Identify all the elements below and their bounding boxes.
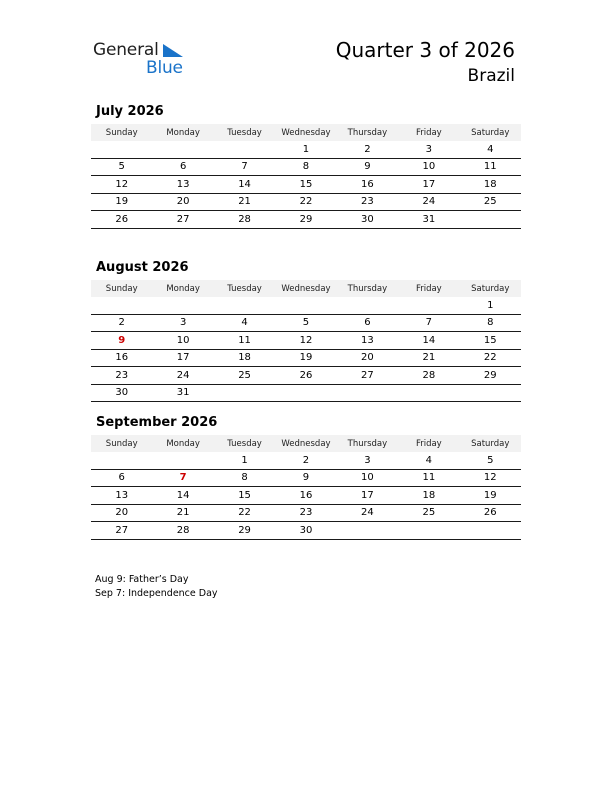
- day-cell: 16: [91, 349, 152, 367]
- weekday-header: Thursday: [337, 124, 398, 141]
- day-cell: 21: [152, 504, 213, 522]
- day-cell: 14: [152, 487, 213, 505]
- day-cell: 4: [214, 314, 275, 332]
- day-cell: 15: [214, 487, 275, 505]
- week-row: [91, 349, 521, 367]
- day-cell: 31: [152, 384, 213, 402]
- day-cell: 14: [214, 176, 275, 194]
- day-cell: 13: [91, 487, 152, 505]
- weekday-header: Sunday: [91, 124, 152, 141]
- day-cell: 28: [214, 211, 275, 229]
- day-cell: 28: [152, 522, 213, 540]
- day-cell: 15: [275, 176, 336, 194]
- day-cell: 8: [275, 158, 336, 176]
- holiday-notes: [95, 573, 218, 601]
- weekday-header: Friday: [398, 435, 459, 452]
- day-cell: 2: [275, 452, 336, 469]
- weekday-header: Monday: [152, 435, 213, 452]
- day-cell: 5: [91, 158, 152, 176]
- day-cell: 13: [152, 176, 213, 194]
- day-cell: 27: [91, 522, 152, 540]
- day-cell: 2: [337, 141, 398, 158]
- weekday-header-row: [91, 435, 521, 452]
- day-cell: [214, 384, 275, 402]
- week-row: [91, 522, 521, 540]
- day-cell: 1: [214, 452, 275, 469]
- day-cell: [460, 522, 521, 540]
- day-cell: 19: [275, 349, 336, 367]
- day-cell: 23: [275, 504, 336, 522]
- weekday-header: Saturday: [460, 435, 521, 452]
- day-cell: 18: [398, 487, 459, 505]
- logo-general-text: General: [93, 40, 159, 60]
- calendar-table: [91, 124, 521, 229]
- day-cell: 20: [337, 349, 398, 367]
- day-cell: 17: [398, 176, 459, 194]
- weekday-header: Saturday: [460, 280, 521, 297]
- day-cell: [214, 297, 275, 314]
- day-cell: 30: [91, 384, 152, 402]
- day-cell: 17: [152, 349, 213, 367]
- day-cell: 19: [460, 487, 521, 505]
- day-cell: 23: [91, 367, 152, 385]
- day-cell: [460, 211, 521, 229]
- day-cell: 29: [460, 367, 521, 385]
- day-cell: 9: [91, 332, 152, 350]
- day-cell: [337, 297, 398, 314]
- weekday-header: Sunday: [91, 280, 152, 297]
- day-cell: 9: [337, 158, 398, 176]
- week-row: [91, 314, 521, 332]
- day-cell: 22: [214, 504, 275, 522]
- day-cell: 18: [214, 349, 275, 367]
- day-cell: 11: [214, 332, 275, 350]
- day-cell: 12: [91, 176, 152, 194]
- day-cell: 5: [460, 452, 521, 469]
- day-cell: 9: [275, 469, 336, 487]
- day-cell: [398, 522, 459, 540]
- day-cell: [460, 384, 521, 402]
- day-cell: 19: [91, 193, 152, 211]
- day-cell: 26: [460, 504, 521, 522]
- holiday-note: Sep 7: Independence Day: [95, 588, 218, 599]
- month-title: July 2026: [96, 104, 164, 119]
- day-cell: 23: [337, 193, 398, 211]
- day-cell: 11: [398, 469, 459, 487]
- day-cell: 17: [337, 487, 398, 505]
- holiday-note: Aug 9: Father’s Day: [95, 574, 189, 585]
- logo: [93, 40, 193, 80]
- day-cell: 12: [460, 469, 521, 487]
- week-row: [91, 332, 521, 350]
- weekday-header-row: [91, 280, 521, 297]
- country-name: Brazil: [467, 66, 515, 86]
- week-row: [91, 367, 521, 385]
- day-cell: 3: [398, 141, 459, 158]
- weekday-header: Friday: [398, 280, 459, 297]
- calendar-table: [91, 435, 521, 540]
- month-september: [91, 415, 521, 540]
- day-cell: 7: [152, 469, 213, 487]
- day-cell: 24: [152, 367, 213, 385]
- day-cell: 16: [337, 176, 398, 194]
- day-cell: 8: [460, 314, 521, 332]
- day-cell: 28: [398, 367, 459, 385]
- page-title: Quarter 3 of 2026: [335, 38, 515, 62]
- week-row: [91, 487, 521, 505]
- weekday-header: Sunday: [91, 435, 152, 452]
- day-cell: 13: [337, 332, 398, 350]
- weekday-header: Monday: [152, 280, 213, 297]
- day-cell: 6: [91, 469, 152, 487]
- week-row: [91, 141, 521, 158]
- day-cell: 27: [337, 367, 398, 385]
- day-cell: 12: [275, 332, 336, 350]
- day-cell: 24: [337, 504, 398, 522]
- day-cell: 30: [275, 522, 336, 540]
- weekday-header: Friday: [398, 124, 459, 141]
- day-cell: 7: [214, 158, 275, 176]
- day-cell: [398, 384, 459, 402]
- day-cell: 25: [398, 504, 459, 522]
- weekday-header: Wednesday: [275, 124, 336, 141]
- week-row: [91, 504, 521, 522]
- day-cell: [214, 141, 275, 158]
- day-cell: 4: [398, 452, 459, 469]
- day-cell: [91, 452, 152, 469]
- day-cell: [337, 384, 398, 402]
- day-cell: 27: [152, 211, 213, 229]
- month-august: [91, 260, 521, 402]
- day-cell: 1: [460, 297, 521, 314]
- calendar-table: [91, 280, 521, 402]
- weekday-header-row: [91, 124, 521, 141]
- day-cell: 1: [275, 141, 336, 158]
- day-cell: 26: [91, 211, 152, 229]
- day-cell: 4: [460, 141, 521, 158]
- day-cell: 20: [91, 504, 152, 522]
- day-cell: [275, 384, 336, 402]
- day-cell: [152, 141, 213, 158]
- day-cell: 22: [460, 349, 521, 367]
- week-row: [91, 452, 521, 469]
- day-cell: 5: [275, 314, 336, 332]
- day-cell: 24: [398, 193, 459, 211]
- day-cell: [398, 297, 459, 314]
- day-cell: 10: [398, 158, 459, 176]
- day-cell: 6: [152, 158, 213, 176]
- day-cell: [152, 452, 213, 469]
- day-cell: 10: [337, 469, 398, 487]
- week-row: [91, 158, 521, 176]
- day-cell: [91, 141, 152, 158]
- week-row: [91, 297, 521, 314]
- weekday-header: Monday: [152, 124, 213, 141]
- day-cell: 30: [337, 211, 398, 229]
- weekday-header: Tuesday: [214, 435, 275, 452]
- week-row: [91, 193, 521, 211]
- month-july: [91, 104, 521, 229]
- logo-triangle-icon: [163, 44, 183, 57]
- week-row: [91, 469, 521, 487]
- day-cell: 7: [398, 314, 459, 332]
- logo-blue-text: Blue: [146, 58, 183, 78]
- week-row: [91, 211, 521, 229]
- weekday-header: Wednesday: [275, 280, 336, 297]
- week-row: [91, 176, 521, 194]
- day-cell: 6: [337, 314, 398, 332]
- day-cell: 18: [460, 176, 521, 194]
- week-row: [91, 384, 521, 402]
- day-cell: 25: [214, 367, 275, 385]
- day-cell: 21: [398, 349, 459, 367]
- day-cell: 21: [214, 193, 275, 211]
- day-cell: [152, 297, 213, 314]
- day-cell: 3: [152, 314, 213, 332]
- day-cell: 25: [460, 193, 521, 211]
- day-cell: 2: [91, 314, 152, 332]
- day-cell: [337, 522, 398, 540]
- day-cell: [91, 297, 152, 314]
- day-cell: 20: [152, 193, 213, 211]
- month-title: September 2026: [96, 415, 218, 430]
- day-cell: 8: [214, 469, 275, 487]
- day-cell: 3: [337, 452, 398, 469]
- day-cell: [275, 297, 336, 314]
- day-cell: 14: [398, 332, 459, 350]
- weekday-header: Tuesday: [214, 124, 275, 141]
- day-cell: 29: [275, 211, 336, 229]
- month-title: August 2026: [96, 260, 189, 275]
- day-cell: 22: [275, 193, 336, 211]
- weekday-header: Wednesday: [275, 435, 336, 452]
- day-cell: 29: [214, 522, 275, 540]
- day-cell: 10: [152, 332, 213, 350]
- weekday-header: Saturday: [460, 124, 521, 141]
- day-cell: 11: [460, 158, 521, 176]
- weekday-header: Tuesday: [214, 280, 275, 297]
- day-cell: 16: [275, 487, 336, 505]
- day-cell: 26: [275, 367, 336, 385]
- day-cell: 31: [398, 211, 459, 229]
- weekday-header: Thursday: [337, 435, 398, 452]
- weekday-header: Thursday: [337, 280, 398, 297]
- day-cell: 15: [460, 332, 521, 350]
